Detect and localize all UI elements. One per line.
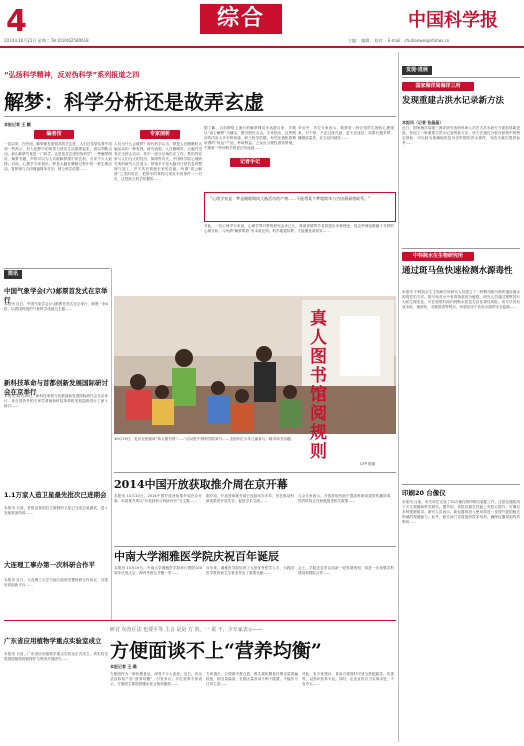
briefs-tag: 简讯 (4, 270, 22, 279)
bottom-col-1: 方便面作为一种快捷食品，深受不少人喜爱。近日，有企业宣称其产品“营养均衡”，引发争议。多位营养专家表示，方便面主要提供碳水化合物和脂肪…… (110, 672, 202, 686)
header-rule (0, 46, 524, 48)
photo-credit: CFP 供图 (360, 462, 376, 466)
right-column-separator (398, 52, 399, 742)
page-number: 4 (6, 4, 27, 39)
brief-2-text: 本报讯 10月18日，新科技革命与首都创新发展国际研讨会在京举行，来自国内外的专家学者就新科技革命的发展趋势进行了深入研讨…… (4, 394, 108, 408)
brief-4-title: 大连理工事办第一次科研合作平 (4, 561, 95, 569)
bottom-byline: 本报记者 王 璐 (110, 664, 137, 669)
right-rule-2 (402, 248, 520, 249)
brief-5-title: 广东省应用植物学重点实验室成立 (4, 637, 102, 645)
bottom-rule (4, 620, 396, 621)
brief-3-text: 本报讯 日前，首批由我国自主研制的卫星已完成总装测试，进入发射准备阶段…… (4, 506, 108, 515)
story-3-headline: 印刷20 台像仪 (402, 489, 446, 497)
masthead-logo: 中国科学报 (408, 10, 498, 31)
mid-rule-2 (114, 546, 396, 547)
editor-note-text: 一直以来，在民间，解梦都有着很高的关注度，人们总希望从梦中找到一些预示，有人把梦中的场景与现实生活联系起来，借以判断吉凶。那么解梦究竟是一门科学，还是故弄玄虚的伪科学？一些解梦网站、解梦书籍，声称可以为人们破解梦境中的玄机，引来不少人追捧。对此，心理学专家指出，梦是大脑在睡眠过程中的一种生理活动。将梦境与吉凶祸福简单对应，缺乏科学依据…… (4, 142, 112, 171)
right-rule-1 (402, 77, 520, 78)
lead-column-2-text: 人们为什么会做梦？现代科学认为，梦是人在睡眠时大脑活动的一种表现。研究表明，人在睡眠时，大脑并没有完全停止活动，其中一部分区域仍在工作。梦的内容常与人们白天的经历、情绪等有关。中国科学院心理研究所的研究人员表示，梦境多半是大脑对日常信息的整理与加工，并不具有预测未来的功能。所谓“周公解梦”之类的说法，把梦中的事物与现实中的事件一一对应，这是缺乏科学依据的…… (114, 142, 202, 181)
bottom-col-2: 专家指出，方便面中蛋白质、维生素和膳食纤维含量普遍较低，钠含量偏高，长期大量食用不利于健康，不能作为日常主食…… (206, 672, 298, 686)
quote-box (204, 192, 396, 222)
reporter-note-tag: 记者手记 (230, 158, 270, 167)
story-b-col-3: 会上，学院还宣布启动新一轮发展规划，将进一步加强学科建设和国际合作…… (298, 566, 394, 575)
expert-analysis-tag: 专家剖析 (140, 130, 180, 139)
bottom-headline: 方便面谈不上“营养均衡” (110, 640, 322, 662)
quote-text: “心理学家是：梦是睡眠期间大脑活动的产物……不能将某个梦境简单与吉凶祸福相联系。” (210, 196, 371, 201)
photo-caption: 10月19日，北京全民阅读”真人图书馆“……”活动在中国科学院举行……全国多位少年儿童参与，畅享读书乐趣。 (114, 437, 295, 441)
story-1-byline: 本报讯（记者 张晶晶） (402, 120, 444, 125)
story-a-col-2: 据介绍，开放获取推介周已连续举办多年，旨在推动科研成果的开放共享，促进学术交流…… (206, 494, 294, 503)
lead-headline: 解梦：科学分析还是故弄玄虚 (4, 90, 264, 114)
brief-3-title: 1.1万家人造卫星最先批次已进期会 (4, 491, 107, 499)
story-2-text: 本报讯 中科院水生生物研究所研究人员建立了一种利用斑马鱼快速检测水源毒性的方法。斑马鱼对水中有毒物质较为敏感，研究人员通过观察其行为和生理变化，可在较短时间内判断水质是否存在毒性风险。该方法具有成本低、速度快、灵敏度高等特点，有望应用于饮用水源的安全监测…… (402, 290, 520, 309)
story-b-col-2: 百年来，湘雅医学院培养了大批优秀医学人才，为我国医学教育和卫生事业作出了重要贡献…… (206, 566, 294, 575)
right-section-tag: 发现·进展 (402, 66, 432, 75)
lead-rule (4, 116, 396, 117)
mid-rule (114, 472, 396, 473)
photo-illustration (114, 296, 396, 434)
brief-2-title: 新科技革命与首都创新发展国际研讨会在京举行 (4, 379, 108, 396)
brief-5-text: 本报讯 日前，广东省应用植物学重点实验室正式成立，该实验室将围绕植物资源保护与利用开展研究…… (4, 652, 108, 661)
story-a-headline: 2014中国开放获取推介周在京开幕 (114, 478, 288, 491)
column-separator (111, 268, 112, 620)
story-2-headline: 通过斑马鱼快速检测水源毒性 (402, 266, 513, 276)
right-sub-tag-2: 中科院水生生物研究所 (402, 252, 474, 261)
briefs-rule (4, 268, 110, 269)
bottom-col-3: 对此，有专家建议，食用方便面时可适当搭配蔬菜、鸡蛋等，以弥补营养不足。同时，企业宣传应当实事求是，不宜夸大…… (302, 672, 394, 686)
right-sub-tag-1: 国家海洋局海洋三所 (402, 82, 474, 91)
lead-kicker: “弘扬科学精神，反对伪科学”系列报道之四 (4, 71, 140, 79)
story-1-headline: 发现重建古洪水记录新方法 (402, 96, 505, 106)
story-1-text: 近日，国家海洋局第三海洋研究所的科研人员在古洪水研究方面取得新进展，发现了一种重建古洪水记录的新方法。该方法通过分析沉积物中的特定指标，可以较为准确地恢复历史时期的洪水事件，为防灾减灾提供参考…… (402, 126, 520, 145)
lead-column-3-text: 据了解，目前网络上流行的解梦网站多达数百家，多数以“周公解梦”为噱头，吸引网民点击。专家指出，这些网站的内容大多东拼西凑，缺乏科学依据。有的还借机推销所谓的“转运”产品，牟取利益。公众应当理性看待梦境，不要被一些伪科学的说法所迷惑…… (204, 126, 296, 150)
bottom-kicker: 研讨 东营区法 也要平等 主会 是是 方 的。一 说 不，少专家表示—— (110, 627, 263, 633)
story-3-text: 本报讯 日前，有关单位完成了20台像仪的印刷与装配工作，这批仪器将用于天文观测和科学研究。据介绍，该批仪器在性能上有较大提升，可满足多种观测需求。研究人员表示，新仪器的投入使用将进一步提升我国相关领域的观测能力。此外，相关部门还将组织技术培训，确保仪器得到有效利用…… (402, 500, 520, 524)
lead-byline: 本报记者 王 鹏 (4, 122, 31, 127)
story-a-col-3: 与会专家表示，开放获取有助于提高科研成果的传播效率，国内机构正在积极推进相关政策…… (298, 494, 394, 503)
brief-1-title: 中国气象学会(六)邮票首发式在京举行 (4, 287, 108, 304)
story-a-col-1: 本报讯 10月20日，2014中国开放获取推介周在京开幕，本届推介周以“开放获取与科研评价”为主题…… (114, 494, 202, 503)
lead-column-4-text: 采访中，多位专家表示，做梦是一种正常的生理和心理现象。对于梦，不必过度在意，更不必迷信。如果长期多梦、睡眠质量差，应当及时就医…… (298, 126, 394, 140)
brief-4-text: 本报讯 近日，大连理工大学与地方政府签署科研合作协议，共建协同创新平台…… (4, 578, 108, 587)
story-b-col-1: 本报讯 10月19日，中南大学湘雅医学院举行建院100周年庆祝大会，海内外校友齐聚一堂…… (114, 566, 202, 575)
dateline: 2014年10月21日 星期二 Tel:(010)62580618 (4, 38, 89, 43)
brief-1-text: 本报讯 近日，中国气象学会(六)邮票首发式在京举行，邮票一套4枚，以我国传统的气象科学成就为主题…… (4, 302, 108, 311)
section-title: 综合 (200, 4, 282, 34)
photo-sign-text: 真人图书馆阅规则 (310, 309, 327, 462)
right-rule-3 (402, 484, 520, 485)
story-b-headline: 中南大学湘雅医学院庆祝百年诞辰 (114, 550, 279, 563)
lead-column-5-text: 对此，一位心理学专家说，心理学界对梦的研究由来已久，弗洛伊德等学者曾提出多种理论，但这些理论都属于对梦的心理分析，与所谓“解梦算命”有本质区别。科学地看待梦，才能避免被误导…… (204, 224, 394, 233)
editor-note-tag: 编者按 (34, 130, 74, 139)
editor-credits: 主编： 编辑： 校对： E-mail：chutianwei@stimes.cn (348, 38, 450, 43)
